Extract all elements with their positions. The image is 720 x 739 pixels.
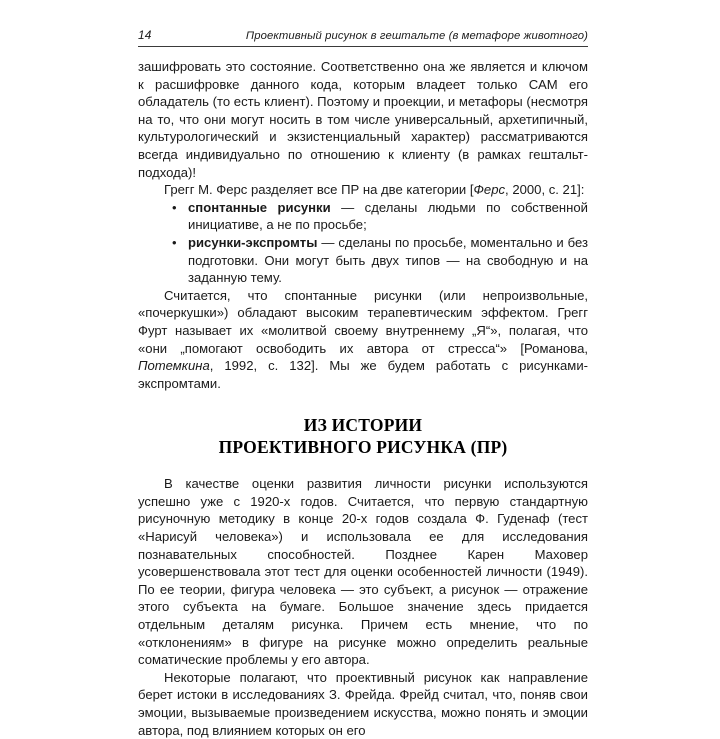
citation-potemkina: Потемкина bbox=[138, 358, 210, 374]
section-heading bbox=[138, 414, 588, 458]
list-item-definition: — сделаны по просьбе, моментально и без подготовки. Они могут быть двух типов — на свободную и на заданную тему. bbox=[188, 234, 588, 286]
paragraph-furth-citation bbox=[138, 287, 588, 393]
page-number: 14 bbox=[138, 28, 152, 42]
paragraph-text-after-citation: , 1992, с. 132]. Мы же будем работать с рисунками-экспромтами. bbox=[138, 358, 588, 391]
list-item bbox=[138, 234, 588, 287]
paragraph-text-before-citation: Грегг М. Ферс разделяет все ПР на две категории [ bbox=[164, 182, 474, 198]
list-item-term: спонтанные рисунки bbox=[188, 199, 331, 215]
paragraph-continuation: зашифровать это состояние. Соответственно она же является и ключом к расшифровке данного кода, которым владеет только САМ его обладатель (то есть клиент). Поэтому и проекции, и метафоры (несмотря на то, что они могут носить в том числе универсальный, архетипичный, культурологический и экзистенциальный характер) рассматриваются всегда индивидуально по отношению к клиенту (в рамках гештальт-подхода)! bbox=[138, 59, 588, 180]
citation-fers: Ферс bbox=[473, 182, 506, 198]
list-item-definition: — сделаны людьми по собственной инициативе, а не по просьбе; bbox=[188, 199, 588, 233]
section-heading-line-2: ПРОЕКТИВНОГО РИСУНКА (ПР) bbox=[218, 437, 508, 458]
paragraph-freud: Некоторые полагают, что проективный рисунок как направление берет истоки в исследованиях З. Фрейда. Фрейд считал, что, поняв свои эмоции, вызываемые произведением искусства, можно понять и эмоции автора, под влиянием которых он его bbox=[138, 669, 588, 738]
header-divider bbox=[138, 46, 588, 47]
list-item bbox=[138, 199, 588, 234]
body-text bbox=[138, 58, 588, 739]
page-content bbox=[138, 28, 588, 739]
paragraph-text-after-citation: , 2000, с. 21]: bbox=[505, 182, 585, 198]
list-item-term: рисунки-экспромты bbox=[188, 234, 318, 250]
paragraph-fers-citation bbox=[138, 181, 588, 199]
running-head-title: Проективный рисунок в гештальте (в метафоре животного) bbox=[245, 30, 588, 42]
paragraph-history-first: В качестве оценки развития личности рисунки используются успешно уже с 1920-х годов. Считается, что первую стандартную рисуночную методику в конце 20-х годов создала Ф. Гуденаф (тест «Нарисуй человека») и использовала ее для исследования познавательных способностей. Позднее Карен Маховер усовершенствовала этот тест для оценки особенностей личности (1949). По ее теории, фигура человека — это субъект, а рисунок — отражение этого субъекта на бумаге. Большое значение здесь придается отдельным деталям рисунка. Причем есть мнение, что по «отклонениям» в фигуре на рисунке можно определить реальные соматические проблемы у его автора. bbox=[138, 476, 588, 668]
drawing-categories-list bbox=[138, 199, 588, 287]
paragraph-text-before-citation: Считается, что спонтанные рисунки (или непроизвольные, «почеркушки») обладают высоким терапевтическим эффектом. Грегг Фурт называет их «молитвой своему внутреннему „Я“», полагая, что «они „помогают освободить их автора от стресса“» [Романова, bbox=[138, 287, 588, 356]
section-heading-line-1: ИЗ ИСТОРИИ bbox=[303, 415, 423, 436]
running-head bbox=[138, 28, 588, 42]
